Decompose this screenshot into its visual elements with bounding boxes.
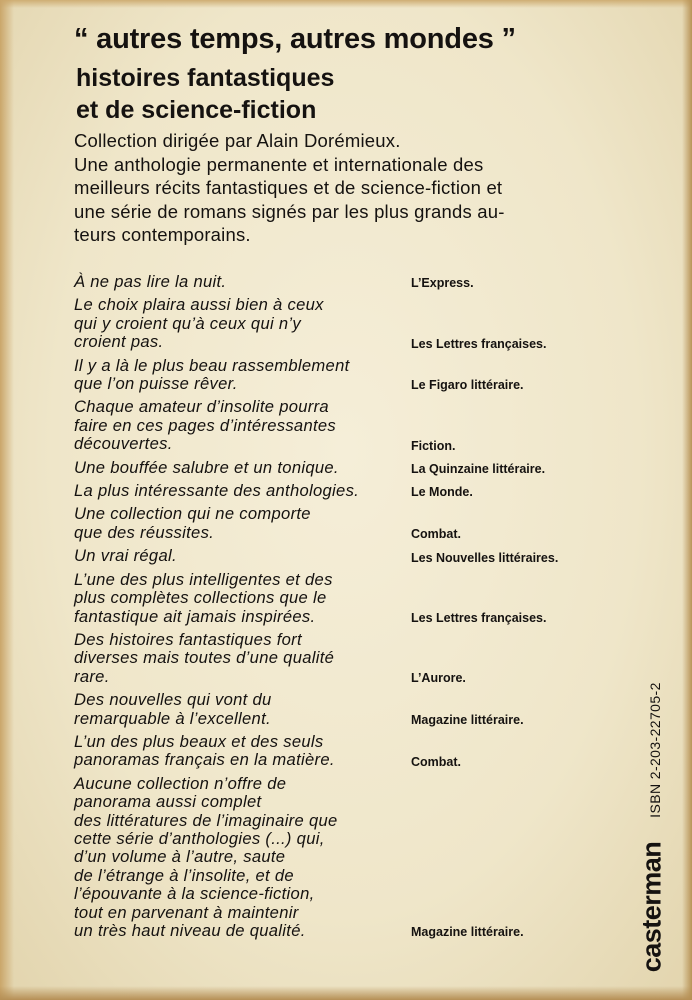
quote-line: L’une des plus intelligentes et des xyxy=(74,569,333,589)
quote-line: que l’on puisse rêver. xyxy=(74,374,238,394)
quote-line: cette série d’anthologies (...) qui, xyxy=(74,828,325,848)
quote-text xyxy=(74,398,404,453)
quote-text xyxy=(74,547,404,565)
subtitle-line: et de science-fiction xyxy=(76,96,317,124)
quote-text xyxy=(74,296,404,351)
quote-row xyxy=(74,631,604,686)
quote-line: Des histoires fantastiques fort xyxy=(74,629,302,649)
quote-source: Combat. xyxy=(411,527,461,542)
page-edge-bottom xyxy=(0,986,692,1000)
quote-text xyxy=(74,775,404,941)
subtitle-line: histoires fantastiques xyxy=(76,64,335,92)
quote-line: remarquable à l’excellent. xyxy=(74,708,271,728)
quote-text xyxy=(74,505,404,542)
quote-source: Le Figaro littéraire. xyxy=(411,378,524,393)
quote-line: panorama aussi complet xyxy=(74,792,262,812)
quote-line: qui y croient qu’à ceux qui n’y xyxy=(74,313,301,333)
quote-source: Les Lettres françaises. xyxy=(411,610,547,625)
intro-line: meilleurs récits fantastiques et de science-fiction et xyxy=(74,177,503,198)
quote-text xyxy=(74,733,404,770)
quote-text xyxy=(74,357,404,394)
quote-text xyxy=(74,691,404,728)
quote-row xyxy=(74,571,604,626)
quote-row xyxy=(74,357,604,394)
quote-source: Les Nouvelles littéraires. xyxy=(411,550,559,565)
quote-source: Magazine littéraire. xyxy=(411,712,524,727)
page-edge-right xyxy=(682,0,692,1000)
quote-line: À ne pas lire la nuit. xyxy=(74,272,227,291)
quote-line: fantastique ait jamais inspirées. xyxy=(74,606,316,626)
page-edge-top xyxy=(0,0,692,8)
quote-line: des littératures de l’imaginaire que xyxy=(74,810,338,830)
quote-source: Le Monde. xyxy=(411,485,473,500)
quote-text xyxy=(74,459,404,477)
quote-line: croient pas. xyxy=(74,332,164,352)
quote-line: La plus intéressante des anthologies. xyxy=(74,481,360,501)
quote-row xyxy=(74,296,604,351)
quote-line: L’un des plus beaux et des seuls xyxy=(74,731,324,751)
isbn-label: ISBN 2-203-22705-2 xyxy=(647,682,663,818)
quote-text xyxy=(74,273,404,291)
quote-line: un très haut niveau de qualité. xyxy=(74,921,306,940)
quote-line: Aucune collection n’offre de xyxy=(74,773,287,793)
quote-line: de l’étrange à l’insolite, et de xyxy=(74,865,294,885)
collection-title: “ autres temps, autres mondes ” xyxy=(74,23,516,55)
quote-line: diverses mais toutes d’une qualité xyxy=(74,648,335,668)
quote-source: L’Express. xyxy=(411,276,474,291)
quote-text xyxy=(74,482,404,500)
quote-row xyxy=(74,733,604,770)
quote-line: Une collection qui ne comporte xyxy=(74,504,311,524)
quote-text xyxy=(74,571,404,626)
quote-line: panoramas français en la matière. xyxy=(74,750,335,770)
intro-line: Collection dirigée par Alain Dorémieux. xyxy=(74,130,401,151)
quote-line: Le choix plaira aussi bien à ceux xyxy=(74,295,324,315)
intro-line: une série de romans signés par les plus grands au- xyxy=(74,200,505,222)
quote-source: Magazine littéraire. xyxy=(411,925,524,940)
quote-row xyxy=(74,482,604,500)
quote-row xyxy=(74,691,604,728)
quote-line: d’un volume à l’autre, saute xyxy=(74,847,286,867)
quote-line: faire en ces pages d’intéressantes xyxy=(74,415,337,435)
quote-line: Chaque amateur d’insolite pourra xyxy=(74,397,329,417)
quote-line: rare. xyxy=(74,666,110,686)
quote-row xyxy=(74,547,604,565)
quote-row xyxy=(74,775,604,941)
intro-line: teurs contemporains. xyxy=(74,224,251,245)
quote-row xyxy=(74,398,604,453)
collection-subtitle xyxy=(76,62,334,126)
quote-row xyxy=(74,459,604,477)
press-quotes-list xyxy=(74,273,604,945)
intro-paragraph xyxy=(74,129,614,247)
quote-source: Fiction. xyxy=(411,438,456,453)
quote-line: Une bouffée salubre et un tonique. xyxy=(74,457,339,477)
quote-line: l’épouvante à la science-fiction, xyxy=(74,884,315,904)
quote-line: tout en parvenant à maintenir xyxy=(74,902,299,922)
quote-line: découvertes. xyxy=(74,434,173,454)
quote-source: Combat. xyxy=(411,754,461,769)
page-edge-left xyxy=(0,0,14,1000)
quote-line: Il y a là le plus beau rassemblement xyxy=(74,355,350,375)
quote-source: La Quinzaine littéraire. xyxy=(411,462,546,477)
quote-line: Des nouvelles qui vont du xyxy=(74,690,272,710)
quote-text xyxy=(74,631,404,686)
quote-row xyxy=(74,505,604,542)
quote-source: L’Aurore. xyxy=(411,671,466,686)
publisher-logo: casterman xyxy=(636,841,667,973)
quote-line: Un vrai régal. xyxy=(74,546,177,566)
quote-line: que des réussites. xyxy=(74,522,215,542)
quote-line: plus complètes collections que le xyxy=(74,588,327,608)
intro-line: Une anthologie permanente et internationale des xyxy=(74,153,484,175)
quote-source: Les Lettres françaises. xyxy=(411,336,547,351)
quote-row xyxy=(74,273,604,291)
